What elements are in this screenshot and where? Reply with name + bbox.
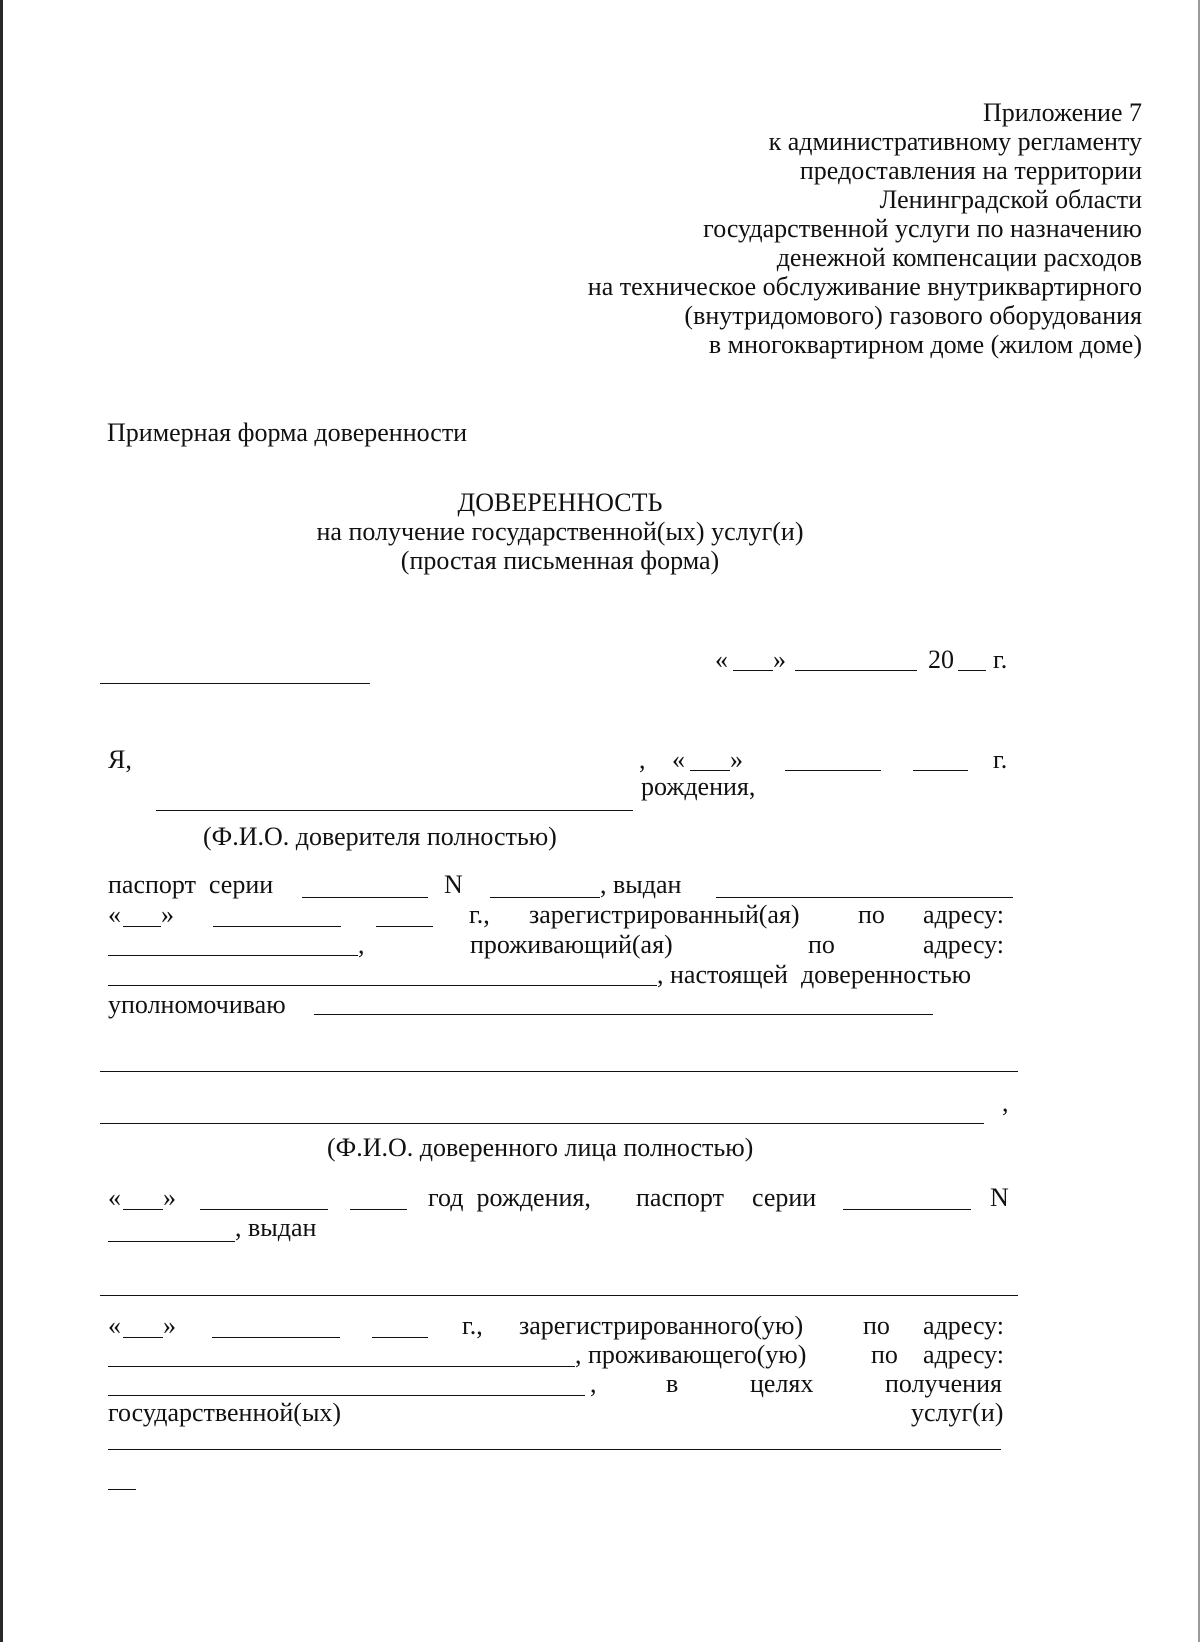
agent-residence-address-blank[interactable] — [108, 1395, 585, 1396]
living-label: проживающий(ая) — [470, 930, 673, 959]
issue-close-quote: » — [161, 900, 174, 929]
appendix-line: предоставления на территории — [799, 156, 1142, 185]
po-label: по — [808, 930, 835, 959]
authorize-label: уполномочиваю — [108, 990, 286, 1019]
agent-birth-close-quote: » — [163, 1183, 176, 1212]
issued-by-blank[interactable] — [716, 897, 1013, 898]
comma: , — [358, 930, 365, 959]
birth-year-label: год рождения, — [428, 1183, 591, 1212]
principal-name-blank[interactable] — [156, 810, 633, 811]
passport-label: паспорт — [636, 1183, 724, 1212]
appendix-line: к административному регламенту — [768, 127, 1142, 156]
agent-birth-year-blank[interactable] — [350, 1209, 407, 1210]
address-label: адресу: — [923, 900, 1005, 929]
ya-label: Я, — [108, 745, 132, 774]
birth-open-quote: « — [672, 745, 685, 774]
this-power-label: , настоящей доверенностью — [657, 960, 972, 989]
po-label: по — [858, 900, 885, 929]
passport-number-blank[interactable] — [490, 897, 600, 898]
g-label: г. — [993, 745, 1008, 774]
address-label: адресу: — [923, 1340, 1005, 1369]
day-blank[interactable] — [733, 670, 773, 671]
passport-series-blank[interactable] — [302, 897, 428, 898]
living-label: , проживающего(ую) — [575, 1340, 807, 1369]
agent-issue-open-quote: « — [108, 1311, 121, 1340]
v-label: в — [666, 1369, 679, 1398]
place-blank[interactable] — [100, 683, 370, 684]
series-label: серии — [752, 1183, 817, 1212]
agent-issue-month-blank[interactable] — [212, 1337, 340, 1338]
registration-address-blank[interactable] — [108, 955, 358, 956]
agent-birth-month-blank[interactable] — [200, 1209, 328, 1210]
agent-issued-label: , выдан — [235, 1213, 317, 1242]
appendix-line: денежной компенсации расходов — [776, 243, 1142, 272]
comma: , — [639, 745, 646, 774]
form-label: Примерная форма доверенности — [107, 418, 468, 447]
birth-label: рождения, — [641, 772, 756, 801]
agent-registration-address-blank[interactable] — [108, 1366, 575, 1367]
doc-subtitle: на получение государственной(ых) услуг(и) — [316, 517, 804, 546]
registered-label: зарегистрированный(ая) — [529, 900, 800, 929]
agent-name-blank-3[interactable] — [100, 1123, 984, 1124]
month-blank[interactable] — [795, 670, 917, 671]
appendix-line: на техническое обслуживание внутриквартирного — [587, 272, 1142, 301]
agent-name-blank[interactable] — [314, 1014, 933, 1015]
issue-open-quote: « — [108, 900, 121, 929]
services-list-blank[interactable] — [108, 1449, 1001, 1450]
residence-address-blank[interactable] — [108, 985, 657, 986]
appendix-line: государственной услуги по назначению — [703, 214, 1142, 243]
date-open-quote: « — [715, 645, 728, 674]
passport-series-label: паспорт серии — [108, 870, 274, 899]
issue-month-blank[interactable] — [213, 926, 341, 927]
appendix-line: в многоквартирном доме (жилом доме) — [708, 330, 1142, 359]
doc-title: ДОВЕРЕННОСТЬ — [457, 488, 663, 517]
obtaining-label: получения — [885, 1369, 1002, 1398]
registered-label: зарегистрированного(ую) — [519, 1311, 804, 1340]
agent-issue-day-blank[interactable] — [123, 1337, 163, 1338]
birth-day-blank[interactable] — [690, 770, 730, 771]
agent-number-blank[interactable] — [108, 1241, 235, 1242]
agent-birth-open-quote: « — [108, 1183, 121, 1212]
year-suffix: г. — [993, 645, 1008, 674]
comma: , — [1002, 1088, 1009, 1117]
number-sign: N — [990, 1183, 1009, 1212]
doc-subtitle-form: (простая письменная форма) — [400, 546, 720, 575]
agent-issued-by-blank[interactable] — [100, 1295, 1018, 1296]
address-label: адресу: — [923, 930, 1005, 959]
year-prefix: 20 — [928, 645, 954, 674]
date-close-quote: » — [773, 645, 786, 674]
principal-caption: (Ф.И.О. доверителя полностью) — [203, 822, 557, 851]
agent-issue-year-blank[interactable] — [372, 1337, 428, 1338]
agent-birth-day-blank[interactable] — [123, 1209, 163, 1210]
g-comma: г., — [462, 1311, 483, 1340]
services-label: услуг(и) — [911, 1398, 1004, 1427]
agent-name-blank-2[interactable] — [100, 1071, 1018, 1072]
appendix-line: Ленинградской области — [879, 185, 1142, 214]
birth-close-quote: » — [730, 745, 743, 774]
po-label: по — [871, 1340, 898, 1369]
appendix-line: Приложение 7 — [982, 98, 1142, 127]
birth-year-blank[interactable] — [913, 770, 968, 771]
issue-year-blank[interactable] — [376, 926, 433, 927]
state-label: государственной(ых) — [108, 1398, 342, 1427]
number-sign: N — [444, 870, 463, 899]
po-label: по — [863, 1311, 890, 1340]
issued-label: , выдан — [600, 870, 682, 899]
goals-label: целях — [750, 1369, 814, 1398]
comma: , — [590, 1369, 597, 1398]
address-label: адресу: — [923, 1311, 1005, 1340]
agent-issue-close-quote: » — [163, 1311, 176, 1340]
year-blank[interactable] — [958, 670, 986, 671]
g-comma: г., — [469, 900, 490, 929]
agent-series-blank[interactable] — [843, 1209, 971, 1210]
scan-left-edge — [0, 0, 3, 1642]
services-list-blank-2[interactable] — [108, 1489, 136, 1490]
agent-caption: (Ф.И.О. доверенного лица полностью) — [327, 1133, 754, 1162]
appendix-line: (внутридомового) газового оборудования — [684, 301, 1142, 330]
issue-day-blank[interactable] — [123, 926, 161, 927]
birth-month-blank[interactable] — [785, 770, 881, 771]
